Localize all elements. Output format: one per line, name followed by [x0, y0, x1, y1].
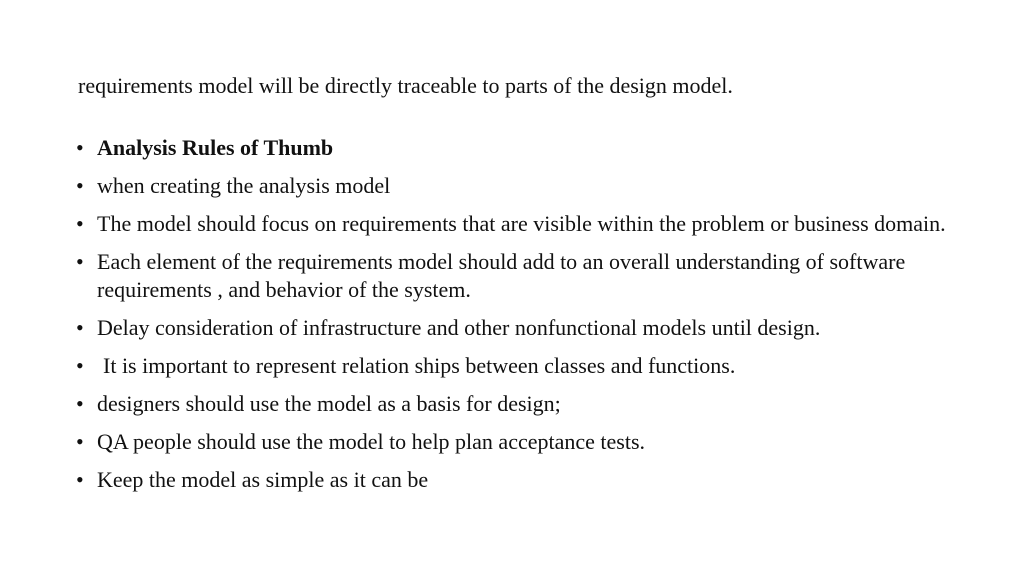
bullet-item	[76, 314, 956, 342]
bullet-item	[76, 390, 956, 418]
bullet-marker: •	[76, 314, 84, 340]
bullet-text: QA people should use the model to help plan acceptance tests.	[97, 428, 646, 454]
bullet-marker: •	[76, 173, 84, 198]
bullet-heading-text: Analysis Rules of Thumb	[97, 135, 334, 160]
bullet-list	[76, 134, 956, 504]
bullet-marker: •	[76, 466, 84, 492]
bullet-text: when creating the analysis model	[97, 173, 391, 198]
bullet-marker: •	[76, 135, 84, 160]
bullet-item-heading	[76, 134, 956, 162]
bullet-text: The model should focus on requirements that are visible within the problem or business domain.	[97, 211, 946, 236]
bullet-marker: •	[76, 352, 84, 378]
bullet-text: Delay consideration of infrastructure and other nonfunctional models until design.	[97, 314, 821, 340]
bullet-text: Each element of the requirements model should add to an overall understanding of software requirements , and behavior of the system.	[97, 249, 906, 302]
bullet-marker: •	[76, 211, 84, 236]
bullet-item	[76, 428, 956, 456]
bullet-marker: •	[76, 249, 84, 274]
bullet-text: It is important to represent relation ships between classes and functions.	[103, 352, 736, 378]
bullet-marker: •	[76, 390, 84, 416]
bullet-text: designers should use the model as a basis for design;	[97, 390, 561, 416]
bullet-item	[76, 352, 956, 380]
bullet-item	[76, 210, 956, 238]
bullet-text: Keep the model as simple as it can be	[97, 466, 429, 492]
bullet-marker: •	[76, 428, 84, 454]
bullet-item	[76, 248, 956, 303]
bullet-item	[76, 172, 956, 200]
intro-text: requirements model will be directly traceable to parts of the design model.	[78, 73, 733, 98]
bullet-item	[76, 466, 956, 494]
